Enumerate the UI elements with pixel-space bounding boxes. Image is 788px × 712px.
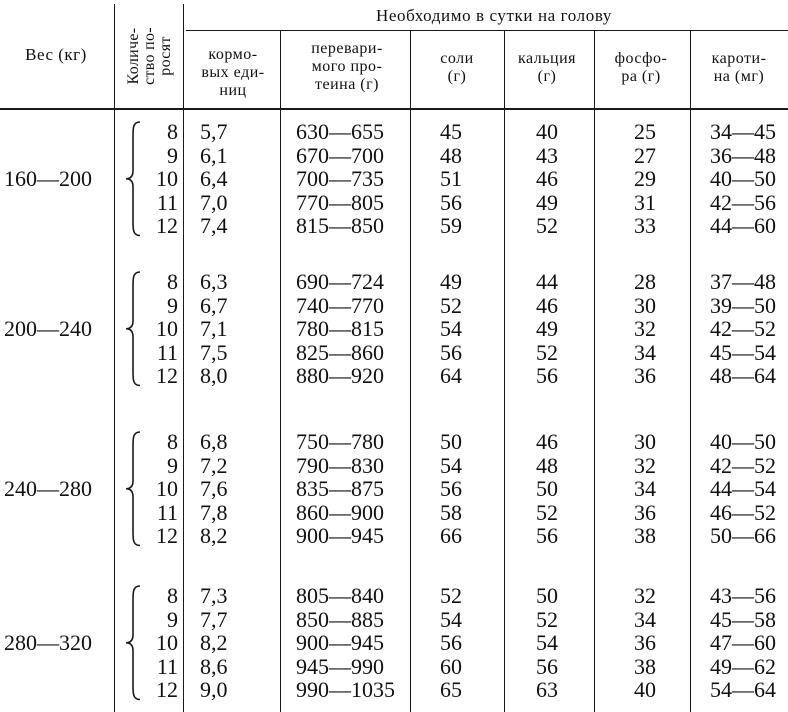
calcium-cell: 56 [536,363,558,388]
protein-cell: 835—875 [296,476,384,501]
header-col-salt: соли (г) [440,50,474,85]
protein-cell: 670—700 [296,142,384,168]
protein-cell: 770—805 [296,189,384,215]
feed-units-cell: 6,8 [200,429,228,454]
header-daily-need: Необходимо в сутки на голову [375,6,613,25]
carotene-cell: 43—56 [710,583,776,608]
carotene-cell: 46—52 [710,499,776,525]
phosphorus-cell: 27 [634,142,656,168]
divider-salt [504,30,505,712]
carotene-cell: 45—54 [710,339,776,365]
feed-units-cell: 7,2 [200,452,228,478]
subheader-rule [186,30,788,31]
count-cell: 11 [156,189,178,215]
feed-units-cell: 7,8 [200,499,228,525]
feed-units-cell: 6,7 [200,292,228,318]
salt-cell: 54 [440,606,462,632]
calcium-cell: 54 [536,630,558,655]
count-cell: 9 [167,606,178,632]
header-col-phosphorus: фосфо- ра (г) [614,50,668,85]
calcium-cell: 50 [536,583,558,608]
phosphorus-cell: 33 [634,213,656,238]
divider-feed [280,30,281,712]
phosphorus-cell: 31 [634,189,656,215]
count-cell: 8 [167,269,178,294]
feed-units-cell: 6,4 [200,166,228,191]
feed-units-cell: 7,5 [200,339,228,365]
phosphorus-cell: 36 [634,499,656,525]
protein-cell: 790—830 [296,452,384,478]
phosphorus-cell: 34 [634,476,656,501]
phosphorus-cell: 32 [634,316,656,341]
protein-cell: 900—945 [296,523,384,548]
divider-protein [410,30,411,712]
header-bottom-rule [0,108,788,110]
calcium-cell: 56 [536,523,558,548]
feed-units-cell: 6,1 [200,142,228,168]
phosphorus-cell: 38 [634,523,656,548]
header-col-protein: перевари- мого про- теина (г) [311,40,383,93]
protein-cell: 740—770 [296,292,384,318]
salt-cell: 65 [440,677,462,702]
header-col-carotene: кароти- на (мг) [711,50,767,85]
divider-calcium [594,30,595,712]
count-cell: 11 [156,499,178,525]
salt-cell: 58 [440,499,462,525]
count-cell: 10 [156,316,178,341]
phosphorus-cell: 30 [634,429,656,454]
salt-cell: 56 [440,339,462,365]
salt-cell: 64 [440,363,462,388]
header-count-label: Количе- ство по- росят [125,27,174,85]
feed-units-cell: 8,6 [200,653,228,679]
count-cell: 11 [156,653,178,679]
phosphorus-cell: 32 [634,452,656,478]
calcium-cell: 63 [536,677,558,702]
feed-units-cell: 8,2 [200,523,228,548]
salt-cell: 56 [440,476,462,501]
weight-range-label: 160—200 [4,165,92,191]
calcium-cell: 46 [536,292,558,318]
phosphorus-cell: 25 [634,119,656,144]
count-cell: 11 [156,339,178,365]
count-cell: 12 [156,363,178,388]
count-cell: 12 [156,523,178,548]
count-cell: 10 [156,166,178,191]
salt-cell: 52 [440,583,462,608]
carotene-cell: 42—56 [710,189,776,215]
phosphorus-cell: 28 [634,269,656,294]
calcium-cell: 48 [536,452,558,478]
feed-units-cell: 5,7 [200,119,228,144]
salt-cell: 54 [440,316,462,341]
calcium-cell: 56 [536,653,558,679]
phosphorus-cell: 40 [634,677,656,702]
carotene-cell: 44—54 [710,476,776,501]
weight-range-label: 280—320 [4,629,92,655]
phosphorus-cell: 36 [634,630,656,655]
salt-cell: 56 [440,189,462,215]
carotene-cell: 50—66 [710,523,776,548]
count-cell: 12 [156,677,178,702]
protein-cell: 815—850 [296,213,384,238]
protein-cell: 750—780 [296,429,384,454]
feed-units-cell: 7,1 [200,316,228,341]
feed-units-cell: 7,3 [200,583,228,608]
calcium-cell: 49 [536,316,558,341]
salt-cell: 56 [440,630,462,655]
feed-units-cell: 7,4 [200,213,228,238]
calcium-cell: 46 [536,429,558,454]
protein-cell: 900—945 [296,630,384,655]
carotene-cell: 40—50 [710,166,776,191]
calcium-cell: 52 [536,499,558,525]
weight-range-label: 240—280 [4,475,92,501]
calcium-cell: 52 [536,339,558,365]
count-cell: 10 [156,476,178,501]
protein-cell: 805—840 [296,583,384,608]
count-cell: 8 [167,429,178,454]
divider-weight [114,4,115,712]
carotene-cell: 47—60 [710,630,776,655]
calcium-cell: 46 [536,166,558,191]
carotene-cell: 44—60 [710,213,776,238]
feed-units-cell: 9,0 [200,677,228,702]
salt-cell: 48 [440,142,462,168]
feed-units-cell: 7,6 [200,476,228,501]
carotene-cell: 36—48 [710,142,776,168]
carotene-cell: 49—62 [710,653,776,679]
carotene-cell: 54—64 [710,677,776,702]
carotene-cell: 42—52 [710,452,776,478]
phosphorus-cell: 32 [634,583,656,608]
count-cell: 9 [167,142,178,168]
header-col-calcium: кальция (г) [517,50,577,85]
header-col-feed-units: кормо- вых еди- ниц [201,46,265,99]
protein-cell: 700—735 [296,166,384,191]
protein-cell: 880—920 [296,363,384,388]
count-cell: 10 [156,630,178,655]
carotene-cell: 34—45 [710,119,776,144]
carotene-cell: 45—58 [710,606,776,632]
header-weight: Вес (кг) [25,45,87,64]
count-cell: 9 [167,452,178,478]
calcium-cell: 52 [536,606,558,632]
phosphorus-cell: 38 [634,653,656,679]
protein-cell: 690—724 [296,269,384,294]
calcium-cell: 40 [536,119,558,144]
calcium-cell: 50 [536,476,558,501]
calcium-cell: 49 [536,189,558,215]
salt-cell: 45 [440,119,462,144]
count-cell: 8 [167,119,178,144]
calcium-cell: 44 [536,269,558,294]
count-cell: 8 [167,583,178,608]
weight-range-label: 200—240 [4,315,92,341]
feed-units-cell: 7,7 [200,606,228,632]
salt-cell: 66 [440,523,462,548]
protein-cell: 850—885 [296,606,384,632]
protein-cell: 860—900 [296,499,384,525]
salt-cell: 59 [440,213,462,238]
salt-cell: 49 [440,269,462,294]
carotene-cell: 40—50 [710,429,776,454]
feed-units-cell: 8,0 [200,363,228,388]
feed-units-cell: 7,0 [200,189,228,215]
divider-count [183,4,184,712]
protein-cell: 630—655 [296,119,384,144]
count-cell: 9 [167,292,178,318]
protein-cell: 825—860 [296,339,384,365]
salt-cell: 51 [440,166,462,191]
header-count [118,8,182,104]
calcium-cell: 52 [536,213,558,238]
divider-phosphorus [690,30,691,712]
carotene-cell: 48—64 [710,363,776,388]
salt-cell: 54 [440,452,462,478]
salt-cell: 52 [440,292,462,318]
phosphorus-cell: 34 [634,339,656,365]
phosphorus-cell: 30 [634,292,656,318]
carotene-cell: 42—52 [710,316,776,341]
carotene-cell: 37—48 [710,269,776,294]
salt-cell: 60 [440,653,462,679]
phosphorus-cell: 29 [634,166,656,191]
calcium-cell: 43 [536,142,558,168]
phosphorus-cell: 34 [634,606,656,632]
salt-cell: 50 [440,429,462,454]
count-cell: 12 [156,213,178,238]
protein-cell: 990—1035 [296,677,395,702]
carotene-cell: 39—50 [710,292,776,318]
protein-cell: 780—815 [296,316,384,341]
phosphorus-cell: 36 [634,363,656,388]
protein-cell: 945—990 [296,653,384,679]
feed-units-cell: 6,3 [200,269,228,294]
feed-units-cell: 8,2 [200,630,228,655]
